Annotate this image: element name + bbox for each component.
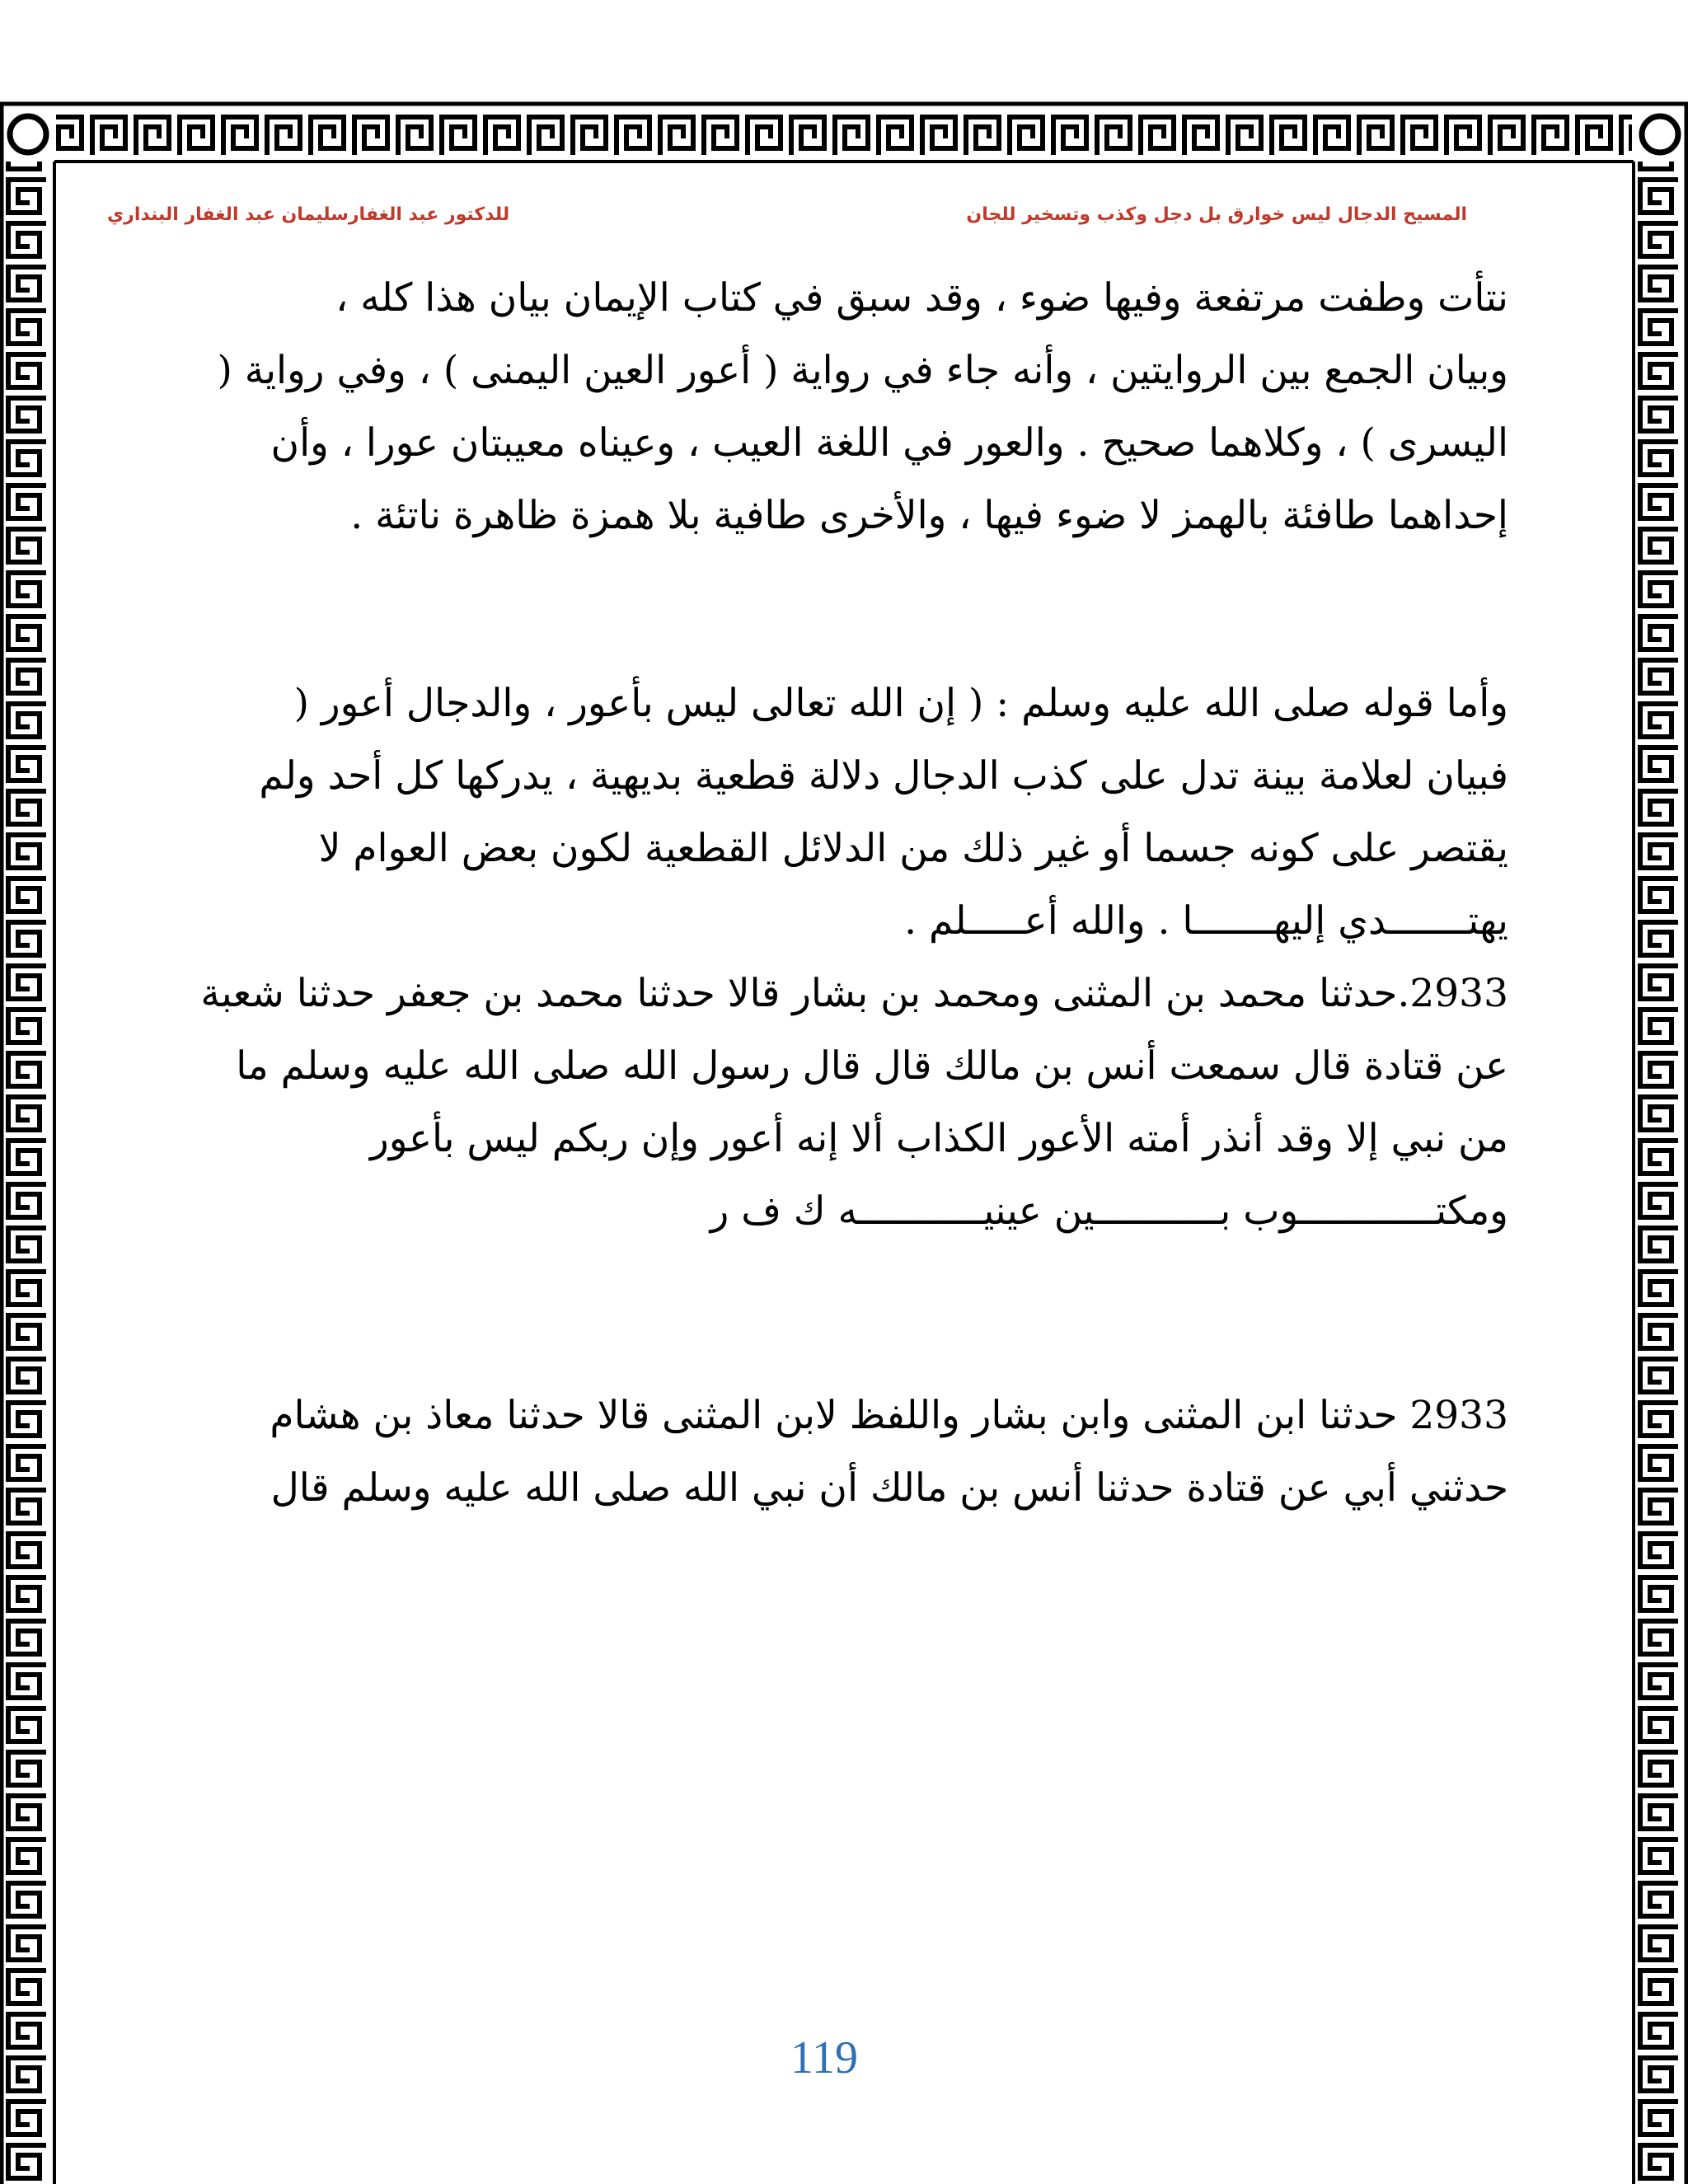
text-line: إحداهما طافئة بالهمز لا ضوء فيها ، والأخرى طافية بلا همزة ظاهرة ناتئة . bbox=[350, 493, 1508, 538]
page-body bbox=[111, 262, 1508, 1525]
text-line: اليسرى ) ، وكلاهما صحيح . والعور في اللغة العيب ، وعيناه معيبتان عورا ، وأن bbox=[270, 420, 1508, 466]
paragraph bbox=[111, 958, 1508, 1248]
running-header bbox=[107, 204, 1467, 225]
page-number: 119 bbox=[790, 2032, 858, 2083]
text-line: من نبي إلا وقد أنذر أمته الأعور الكذاب ألا إنه أعور وإن ربكم ليس بأعور bbox=[370, 1116, 1508, 1161]
text-line: يهتـــــــدي إليهـــــــا . والله أعـــــلم . bbox=[904, 898, 1508, 944]
paragraph bbox=[111, 262, 1508, 552]
text-line: ومكتــــــــــــوب بـــــــــــين عينيـــــــــــه ك ف ر bbox=[710, 1188, 1508, 1234]
text-line: وأما قوله صلى الله عليه وسلم : ( إن الله تعالى ليس بأعور ، والدجال أعور ( bbox=[293, 681, 1508, 726]
text-line: حدثني أبي عن قتادة حدثنا أنس بن مالك أن نبي الله صلى الله عليه وسلم قال bbox=[270, 1465, 1508, 1511]
paragraph-spacer bbox=[111, 552, 1508, 668]
paragraph bbox=[111, 1380, 1508, 1525]
text-line: يقتصر على كونه جسما أو غير ذلك من الدلائل القطعية لكون بعض العوام لا bbox=[318, 826, 1508, 871]
text-line: نتأت وطفت مرتفعة وفيها ضوء ، وقد سبق في كتاب الإيمان بيان هذا كله ، bbox=[335, 275, 1508, 321]
paragraph bbox=[111, 668, 1508, 958]
text-line: فبيان لعلامة بينة تدل على كذب الدجال دلالة قطعية بديهية ، يدركها كل أحد ولم bbox=[259, 753, 1508, 799]
text-line: 2933 حدثنا ابن المثنى وابن بشار واللفظ لابن المثنى قالا حدثنا معاذ بن هشام bbox=[270, 1393, 1508, 1438]
text-line: وبيان الجمع بين الروايتين ، وأنه جاء في رواية ( أعور العين اليمنى ) ، وفي رواية ( bbox=[217, 348, 1508, 393]
author-name: للدكتور عبد الغفارسليمان عبد الغفار البنداري bbox=[107, 204, 510, 225]
paragraph-spacer bbox=[111, 1248, 1508, 1380]
text-line: 2933.حدثنا محمد بن المثنى ومحمد بن بشار قالا حدثنا محمد بن جعفر حدثنا شعبة bbox=[200, 971, 1508, 1016]
text-line: عن قتادة قال سمعت أنس بن مالك قال قال رسول الله صلى الله عليه وسلم ما bbox=[236, 1043, 1508, 1089]
book-title: المسيح الدجال ليس خوارق بل دجل وكذب وتسخير للجان bbox=[966, 204, 1467, 225]
